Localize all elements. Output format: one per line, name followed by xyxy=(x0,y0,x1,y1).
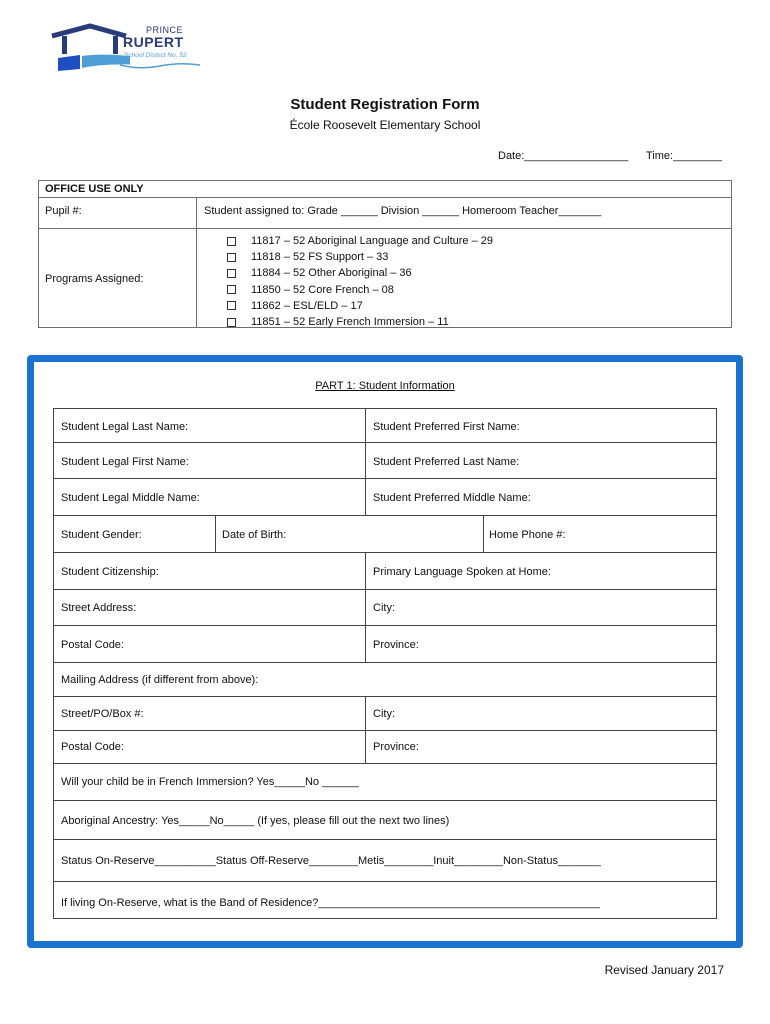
program-item[interactable]: 11862 – ESL/ELD – 17 xyxy=(225,298,493,314)
programs-assigned-label: Programs Assigned: xyxy=(45,273,144,285)
legal-first-name-field[interactable]: Student Legal First Name: xyxy=(61,456,189,468)
part1-title: PART 1: Student Information xyxy=(315,380,455,392)
office-use-table xyxy=(38,180,732,328)
program-item[interactable]: 11818 – 52 FS Support – 33 xyxy=(225,249,493,265)
status-field[interactable]: Status On-Reserve__________Status Off-Reserve________Metis________Inuit________Non-Status_______ xyxy=(61,855,601,867)
legal-middle-name-field[interactable]: Student Legal Middle Name: xyxy=(61,492,200,504)
band-of-residence-field[interactable]: If living On-Reserve, what is the Band of Residence?______________________________________________ xyxy=(61,897,600,909)
form-title: Student Registration Form xyxy=(290,96,480,113)
school-name: École Roosevelt Elementary School xyxy=(289,118,481,132)
province-field[interactable]: Province: xyxy=(373,639,419,651)
mailing-address-field[interactable]: Mailing Address (if different from above): xyxy=(61,674,259,686)
street-address-field[interactable]: Street Address: xyxy=(61,602,137,614)
preferred-middle-name-field[interactable]: Student Preferred Middle Name: xyxy=(373,492,531,504)
city-field[interactable]: City: xyxy=(373,602,395,614)
program-item[interactable]: 11817 – 52 Aboriginal Language and Culture – 29 xyxy=(225,233,493,249)
school-district-logo xyxy=(50,22,200,72)
checkbox-icon[interactable] xyxy=(227,269,236,278)
preferred-last-name-field[interactable]: Student Preferred Last Name: xyxy=(373,456,520,468)
aboriginal-ancestry-field[interactable]: Aboriginal Ancestry: Yes_____No_____ (If yes, please fill out the next two lines) xyxy=(61,815,450,827)
revised-date: Revised January 2017 xyxy=(604,963,724,977)
mailing-province-field[interactable]: Province: xyxy=(373,741,419,753)
mailing-city-field[interactable]: City: xyxy=(373,708,395,720)
postal-code-field[interactable]: Postal Code: xyxy=(61,639,124,651)
primary-language-field[interactable]: Primary Language Spoken at Home: xyxy=(373,566,551,578)
checkbox-icon[interactable] xyxy=(227,301,236,310)
checkbox-icon[interactable] xyxy=(227,318,236,327)
checkbox-icon[interactable] xyxy=(227,253,236,262)
checkbox-icon[interactable] xyxy=(227,285,236,294)
program-item[interactable]: 11884 – 52 Other Aboriginal – 36 xyxy=(225,265,493,281)
preferred-first-name-field[interactable]: Student Preferred First Name: xyxy=(373,421,520,433)
checkbox-icon[interactable] xyxy=(227,237,236,246)
student-assigned-field[interactable]: Student assigned to: Grade ______ Division ______ Homeroom Teacher_______ xyxy=(204,205,602,217)
street-po-box-field[interactable]: Street/PO/Box #: xyxy=(61,708,144,720)
student-information-grid xyxy=(53,408,717,919)
legal-last-name-field[interactable]: Student Legal Last Name: xyxy=(61,421,189,433)
citizenship-field[interactable]: Student Citizenship: xyxy=(61,566,159,578)
program-item[interactable]: 11850 – 52 Core French – 08 xyxy=(225,282,493,298)
mailing-postal-code-field[interactable]: Postal Code: xyxy=(61,741,124,753)
logo-rupert: RUPERT xyxy=(123,34,184,50)
logo-prince: PRINCE xyxy=(146,25,184,35)
wave-icon xyxy=(120,62,200,70)
programs-list xyxy=(225,233,493,330)
time-field[interactable]: Time:________ xyxy=(646,150,723,162)
office-use-heading: OFFICE USE ONLY xyxy=(45,183,144,195)
date-of-birth-field[interactable]: Date of Birth: xyxy=(222,529,287,541)
pupil-number-field[interactable]: Pupil #: xyxy=(45,205,82,217)
french-immersion-field[interactable]: Will your child be in French Immersion? Yes_____No ______ xyxy=(61,776,359,788)
school-roof-logo-icon xyxy=(50,22,130,72)
home-phone-field[interactable]: Home Phone #: xyxy=(489,529,566,541)
date-field[interactable]: Date:_________________ xyxy=(498,150,629,162)
logo-district: School District No. 52 xyxy=(124,52,187,59)
program-item[interactable]: 11851 – 52 Early French Immersion – 11 xyxy=(225,314,493,330)
gender-field[interactable]: Student Gender: xyxy=(61,529,142,541)
